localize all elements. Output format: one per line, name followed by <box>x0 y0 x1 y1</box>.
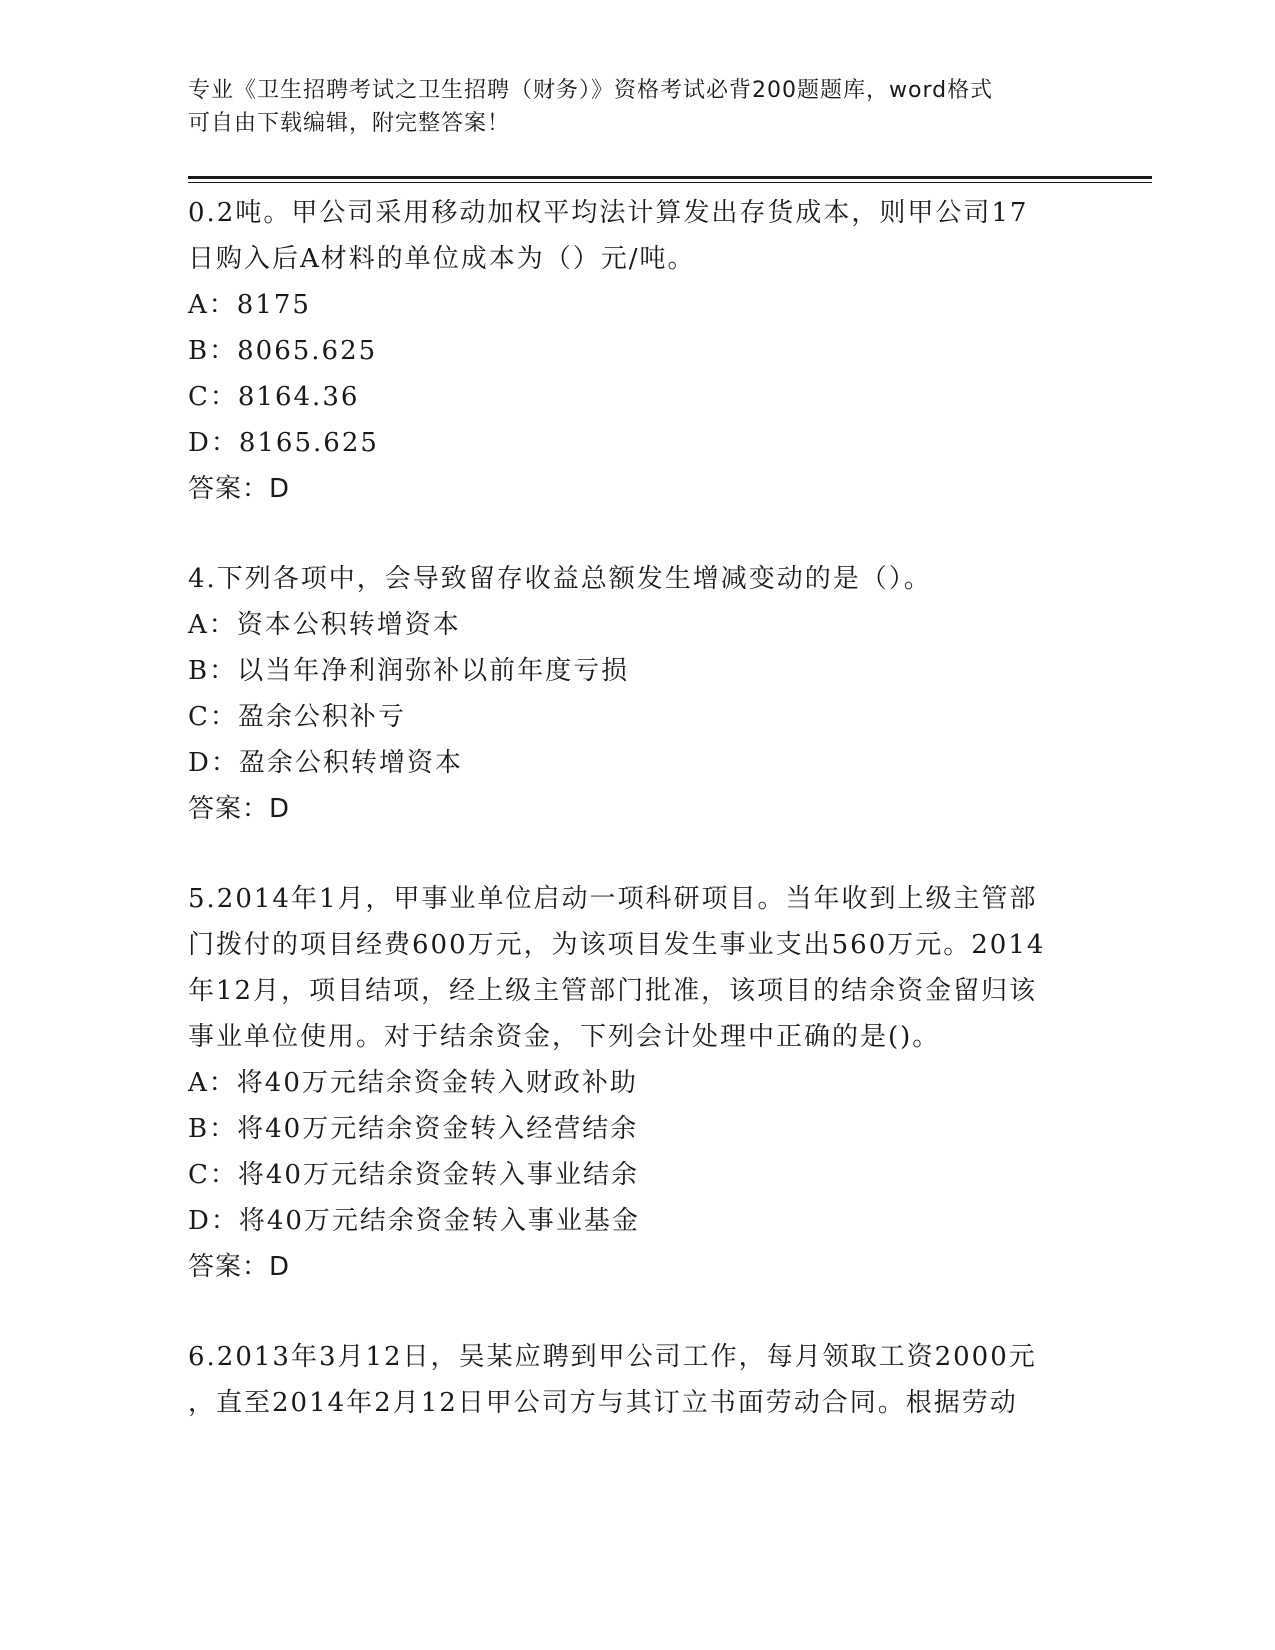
header-divider-thin <box>188 182 1152 183</box>
option-c: C：8164.36 <box>188 382 360 412</box>
option-a: A：8175 <box>188 290 311 320</box>
question-3 <box>188 190 1088 512</box>
question-stem-line: 年12月，项目结项，经上级主管部门批准，该项目的结余资金留归该 <box>188 976 1038 1006</box>
option-d: D：8165.625 <box>188 428 379 458</box>
question-stem-line: 4.下列各项中，会导致留存收益总额发生增减变动的是（）。 <box>188 564 932 594</box>
question-stem-line: 0.2吨。甲公司采用移动加权平均法计算发出存货成本，则甲公司17 <box>188 198 1029 228</box>
question-stem-line: 门拨付的项目经费600万元，为该项目发生事业支出560万元。2014 <box>188 930 1046 960</box>
header-divider-thick <box>188 176 1152 179</box>
question-4 <box>188 556 1088 832</box>
header-title-line-2: 可自由下载编辑，附完整答案！ <box>188 111 511 136</box>
option-c: C：将40万元结余资金转入事业结余 <box>188 1160 639 1190</box>
question-stem-line: 日购入后A材料的单位成本为（）元/吨。 <box>188 244 696 274</box>
question-stem-line: 事业单位使用。对于结余资金，下列会计处理中正确的是()。 <box>188 1022 941 1052</box>
option-b: B：以当年净利润弥补以前年度亏损 <box>188 656 630 686</box>
question-spacer <box>188 1290 1088 1334</box>
option-a: A：资本公积转增资本 <box>188 610 461 640</box>
option-d: D：将40万元结余资金转入事业基金 <box>188 1206 640 1236</box>
option-d: D：盈余公积转增资本 <box>188 748 463 778</box>
question-6 <box>188 1334 1088 1426</box>
answer-line: 答案：D <box>188 474 291 504</box>
answer-line: 答案：D <box>188 1252 291 1282</box>
question-5 <box>188 876 1088 1290</box>
document-header <box>188 74 1078 140</box>
header-title-line-1: 专业《卫生招聘考试之卫生招聘（财务）》资格考试必背200题题库，word格式 <box>188 78 994 103</box>
option-a: A：将40万元结余资金转入财政补助 <box>188 1068 638 1098</box>
answer-line: 答案：D <box>188 794 291 824</box>
question-spacer <box>188 832 1088 876</box>
option-b: B：将40万元结余资金转入经营结余 <box>188 1114 639 1144</box>
question-stem-line: 6.2013年3月12日，吴某应聘到甲公司工作，每月领取工资2000元 <box>188 1342 1037 1372</box>
option-c: C：盈余公积补亏 <box>188 702 406 732</box>
question-list <box>188 190 1088 1426</box>
question-spacer <box>188 512 1088 556</box>
question-stem-line: 5.2014年1月，甲事业单位启动一项科研项目。当年收到上级主管部 <box>188 884 1038 914</box>
question-stem-line: ，直至2014年2月12日甲公司方与其订立书面劳动合同。根据劳动 <box>188 1388 1018 1418</box>
option-b: B：8065.625 <box>188 336 378 366</box>
